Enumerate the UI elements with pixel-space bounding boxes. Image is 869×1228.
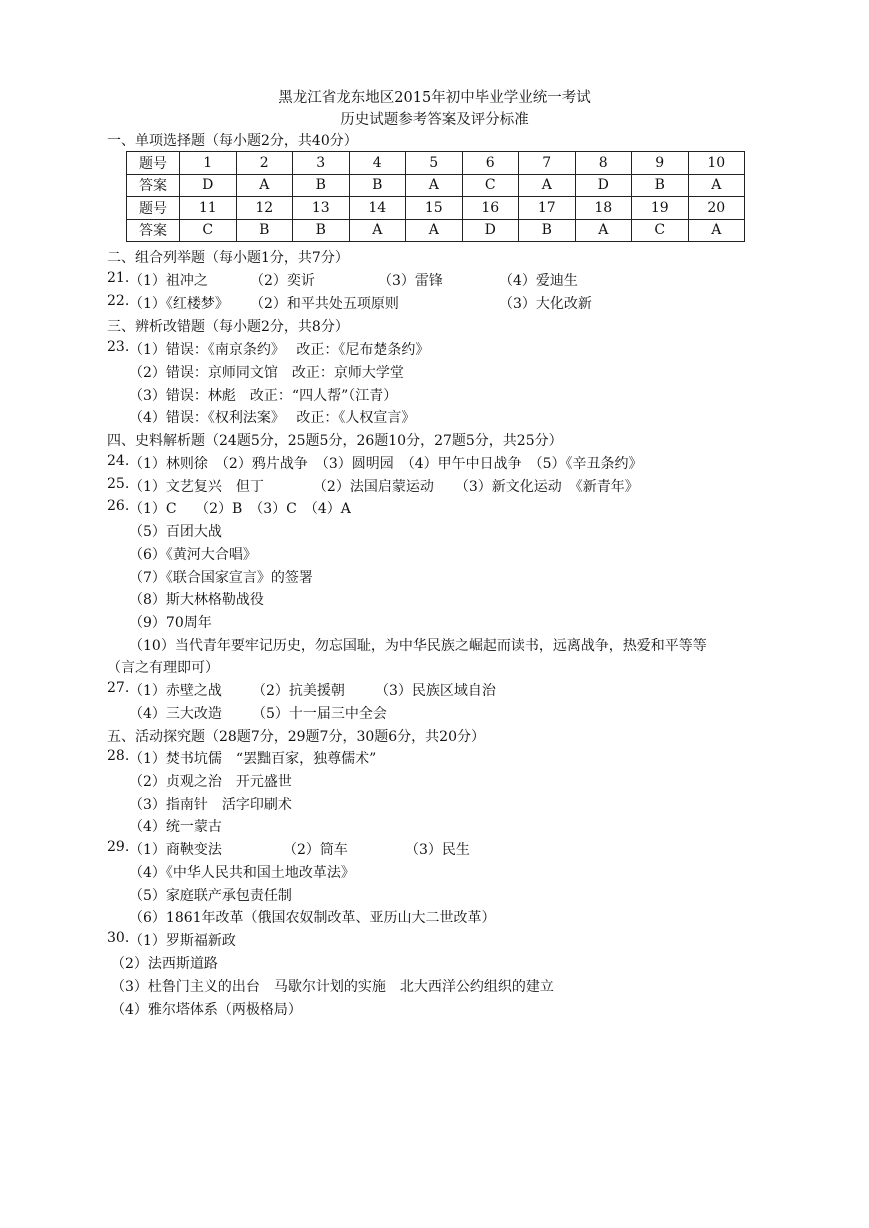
answer-item: （4）爱迪生 (499, 273, 578, 289)
table-cell: 18 (575, 197, 632, 220)
table-cell: C (180, 219, 237, 242)
table-cell: B (632, 174, 689, 197)
question-number: 22. (107, 293, 130, 309)
answer-line: （4）统一蒙古 (129, 819, 222, 835)
question-number: 25. (107, 476, 130, 492)
document-subtitle: 历史试题参考答案及评分标准 (340, 112, 529, 128)
table-cell: C (462, 174, 519, 197)
table-cell: 3 (293, 152, 350, 175)
table-cell: 14 (349, 197, 406, 220)
table-cell: A (406, 219, 463, 242)
table-cell: B (293, 174, 350, 197)
table-cell: 12 (236, 197, 293, 220)
answer-line: （2）错误：京师同文馆 改正：京师大学堂 (129, 365, 404, 381)
table-cell: 8 (575, 152, 632, 175)
table-cell: 19 (632, 197, 689, 220)
question-number: 29. (107, 839, 130, 855)
table-cell: 2 (236, 152, 293, 175)
answer-item: （1）商鞅变法 (129, 842, 222, 858)
answer-line: （6）1861年改革（俄国农奴制改革、亚历山大二世改革） (129, 910, 496, 926)
table-cell: 6 (462, 152, 519, 175)
answer-line: （3）错误：林彪 改正：“四人帮”（江青） (129, 388, 398, 404)
table-cell: A (575, 219, 632, 242)
question-number: 23. (107, 339, 130, 355)
answer-line: （1）焚书坑儒 “罢黜百家，独尊儒术” (129, 751, 377, 767)
answer-line: （5）百团大战 (129, 524, 222, 540)
question-number: 26. (107, 498, 130, 514)
answer-table (126, 151, 745, 242)
answer-item: （2）奕䜣 (250, 273, 315, 289)
table-cell: 16 (462, 197, 519, 220)
table-cell: D (180, 174, 237, 197)
section-1-heading: 一、单项选择题（每小题2分，共40分） (107, 133, 358, 149)
table-cell: A (688, 174, 745, 197)
table-cell: 1 (180, 152, 237, 175)
question-number: 21. (107, 270, 130, 286)
table-cell: 10 (688, 152, 745, 175)
section-4-heading: 四、史料解析题（24题5分，25题5分，26题10分，27题5分，共25分） (107, 433, 563, 449)
table-cell: D (462, 219, 519, 242)
answer-line: （8）斯大林格勒战役 (129, 592, 264, 608)
answer-line: （言之有理即可） (107, 660, 219, 676)
answer-line: （2）贞观之治 开元盛世 (129, 774, 292, 790)
table-cell: 7 (519, 152, 576, 175)
table-cell: 20 (688, 197, 745, 220)
table-cell: 11 (180, 197, 237, 220)
row-label: 答案 (127, 174, 180, 197)
table-cell: 13 (293, 197, 350, 220)
row-label: 答案 (127, 219, 180, 242)
question-number: 28. (107, 748, 130, 764)
answer-item: （3）民生 (405, 842, 470, 858)
answer-item: （1）祖冲之 (129, 273, 208, 289)
section-2-heading: 二、组合列举题（每小题1分，共7分） (107, 250, 349, 266)
table-cell: 15 (406, 197, 463, 220)
document-title: 黑龙江省龙东地区2015年初中毕业学业统一考试 (278, 90, 591, 106)
answer-item: （4）三大改造 (129, 706, 222, 722)
answer-line: （9）70周年 (129, 615, 212, 631)
answer-line: （1）罗斯福新政 (129, 933, 236, 949)
answer-line: （5）家庭联产承包责任制 (129, 888, 292, 904)
answer-line: （2）法西斯道路 (111, 956, 218, 972)
table-cell: A (236, 174, 293, 197)
row-label: 题号 (127, 197, 180, 220)
answer-line: （4）错误：《权利法案》 改正：《人权宣言》 (129, 410, 416, 426)
table-cell: B (236, 219, 293, 242)
answer-item: （2）筒车 (283, 842, 348, 858)
table-cell: A (519, 174, 576, 197)
question-number: 27. (107, 680, 130, 696)
answer-item: （1）《红楼梦》 (129, 296, 229, 312)
table-cell: A (406, 174, 463, 197)
table-cell: B (349, 174, 406, 197)
answer-line: （3）杜鲁门主义的出台 马歇尔计划的实施 北大西洋公约组织的建立 (111, 979, 554, 995)
answer-item: （3）雷锋 (378, 273, 443, 289)
section-5-heading: 五、活动探究题（28题7分，29题7分，30题6分，共20分） (107, 729, 485, 745)
row-label: 题号 (127, 152, 180, 175)
answer-line: （1）错误：《南京条约》 改正：《尼布楚条约》 (129, 342, 430, 358)
section-3-heading: 三、辨析改错题（每小题2分，共8分） (107, 319, 349, 335)
table-cell: 9 (632, 152, 689, 175)
answer-line: （4）《中华人民共和国土地改革法》 (129, 865, 355, 881)
table-cell: 5 (406, 152, 463, 175)
table-cell: A (688, 219, 745, 242)
table-row (127, 174, 745, 197)
answer-line: （1）林则徐 （2）鸦片战争 （3）圆明园 （4）甲午中日战争 （5）《辛丑条约》 (129, 456, 643, 472)
answer-line: （1）文艺复兴 但丁 （2）法国启蒙运动 （3）新文化运动 《新青年》 (129, 479, 639, 495)
table-cell: A (349, 219, 406, 242)
answer-line: （1）C （2）B （3）C （4）A (129, 501, 351, 517)
answer-line: （3）指南针 活字印刷术 (129, 797, 292, 813)
table-cell: B (519, 219, 576, 242)
answer-item: （3）民族区域自治 (375, 683, 496, 699)
table-row (127, 219, 745, 242)
answer-item: （5）十一届三中全会 (252, 706, 387, 722)
table-cell: C (632, 219, 689, 242)
answer-line: （4）雅尔塔体系（两极格局） (111, 1002, 302, 1018)
table-cell: 4 (349, 152, 406, 175)
table-cell: D (575, 174, 632, 197)
table-cell: B (293, 219, 350, 242)
table-cell: 17 (519, 197, 576, 220)
answer-item: （3）大化改新 (499, 296, 592, 312)
question-number: 30. (107, 930, 130, 946)
answer-item: （2）和平共处五项原则 (250, 296, 399, 312)
table-row (127, 197, 745, 220)
answer-line: （6）《黄河大合唱》 (129, 547, 257, 563)
answer-item: （2）抗美援朝 (252, 683, 345, 699)
answer-line: （10）当代青年要牢记历史，勿忘国耻，为中华民族之崛起而读书，远离战争，热爱和平等等 (129, 638, 707, 654)
table-row (127, 152, 745, 175)
answer-item: （1）赤壁之战 (129, 683, 222, 699)
answer-line: （7）《联合国家宣言》的签署 (129, 570, 313, 586)
question-number: 24. (107, 453, 130, 469)
